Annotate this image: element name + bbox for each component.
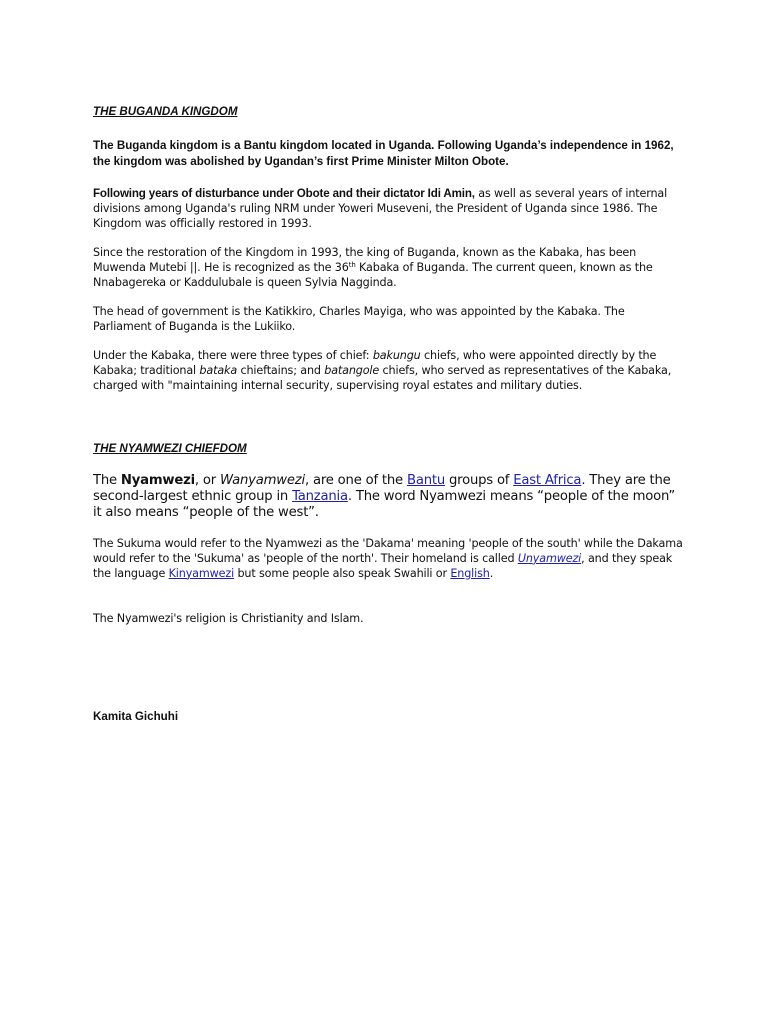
chiefs-italic-batangole: batangole bbox=[324, 363, 380, 377]
paragraph-restoration bbox=[93, 246, 683, 290]
link-english[interactable]: English bbox=[450, 566, 490, 580]
paragraph-restoration-a: Since the restoration of the Kingdom in 1993, the king of Buganda, known as the Kabaka, has been Muwenda Mutebi ||. He is recognized as the 36 bbox=[93, 246, 637, 274]
nyamwezi-italic: Wanyamwezi bbox=[220, 473, 305, 488]
sukuma-text-b: , and they speak the language bbox=[93, 551, 673, 580]
link-tanzania[interactable]: Tanzania bbox=[292, 489, 348, 504]
paragraph-disturbance-bold: Following years of disturbance under Obote and their dictator Idi Amin, bbox=[93, 187, 475, 200]
link-kinyamwezi[interactable]: Kinyamwezi bbox=[168, 566, 235, 580]
paragraph-restoration-b: Kabaka of Buganda. The current queen, known as the Nnabagereka or Kaddulubale is queen Sylvia Nagginda. bbox=[93, 260, 653, 289]
chiefs-text-c: chieftains; and bbox=[237, 363, 325, 377]
paragraph-nyamwezi-intro bbox=[93, 473, 683, 521]
heading-nyamwezi-chiefdom: THE NYAMWEZI CHIEFDOM bbox=[93, 442, 247, 455]
link-east-africa[interactable]: East Africa bbox=[513, 473, 582, 488]
paragraph-sukuma bbox=[93, 537, 683, 581]
nyamwezi-text-e: . They are the second-largest ethnic group in bbox=[93, 473, 671, 504]
nyamwezi-text-b: , or bbox=[194, 473, 220, 488]
nyamwezi-text-a: The bbox=[93, 473, 121, 488]
chiefs-text-d: chiefs, who served as representatives of the Kabaka, charged with "maintaining internal security, supervising royal estates and military duties. bbox=[93, 363, 672, 392]
chiefs-italic-bakungu: bakungu bbox=[372, 349, 421, 362]
sukuma-text-d: . bbox=[489, 566, 494, 580]
nyamwezi-bold: Nyamwezi bbox=[120, 473, 195, 488]
chiefs-text-a: Under the Kabaka, there were three types of chief: bbox=[93, 349, 373, 362]
nyamwezi-text-d: groups of bbox=[444, 473, 514, 488]
nyamwezi-text-c: , are one of the bbox=[304, 473, 407, 488]
link-unyamwezi[interactable]: Unyamwezi bbox=[517, 551, 582, 565]
link-bantu[interactable]: Bantu bbox=[406, 473, 445, 488]
author-name: Kamita Gichuhi bbox=[93, 710, 179, 723]
paragraph-government: The head of government is the Katikkiro, Charles Mayiga, who was appointed by the Kabaka. The Parliament of Buganda is the Lukiiko. bbox=[93, 305, 625, 333]
chiefs-italic-bataka: bataka bbox=[199, 363, 238, 377]
paragraph-chiefs bbox=[93, 349, 683, 393]
paragraph-disturbance bbox=[93, 186, 683, 231]
sukuma-text-c: but some people also speak Swahili or bbox=[234, 566, 451, 580]
chiefs-text-b: chiefs, who were appointed directly by the Kabaka; traditional bbox=[93, 349, 657, 377]
nyamwezi-text-f: . The word Nyamwezi means “people of the moon” it also means “people of the west”. bbox=[93, 489, 676, 520]
paragraph-buganda-intro: The Buganda kingdom is a Bantu kingdom located in Uganda. Following Uganda’s independence in 1962, the kingdom was abolished by Ugandan’s first Prime Minister Milton Obote. bbox=[93, 139, 674, 168]
heading-buganda-kingdom: THE BUGANDA KINGDOM bbox=[93, 105, 238, 118]
paragraph-disturbance-rest: as well as several years of internal divisions among Uganda's ruling NRM under Yoweri Museveni, the President of Uganda since 1986. The Kingdom was officially restored in 1993. bbox=[93, 187, 668, 230]
superscript-th: th bbox=[348, 260, 356, 269]
sukuma-text-a: The Sukuma would refer to the Nyamwezi as the 'Dakama' meaning 'people of the south' while the Dakama would refer to the 'Sukuma' as 'people of the north'. Their homeland is called bbox=[93, 537, 683, 565]
paragraph-religion: The Nyamwezi's religion is Christianity and Islam. bbox=[93, 612, 364, 625]
